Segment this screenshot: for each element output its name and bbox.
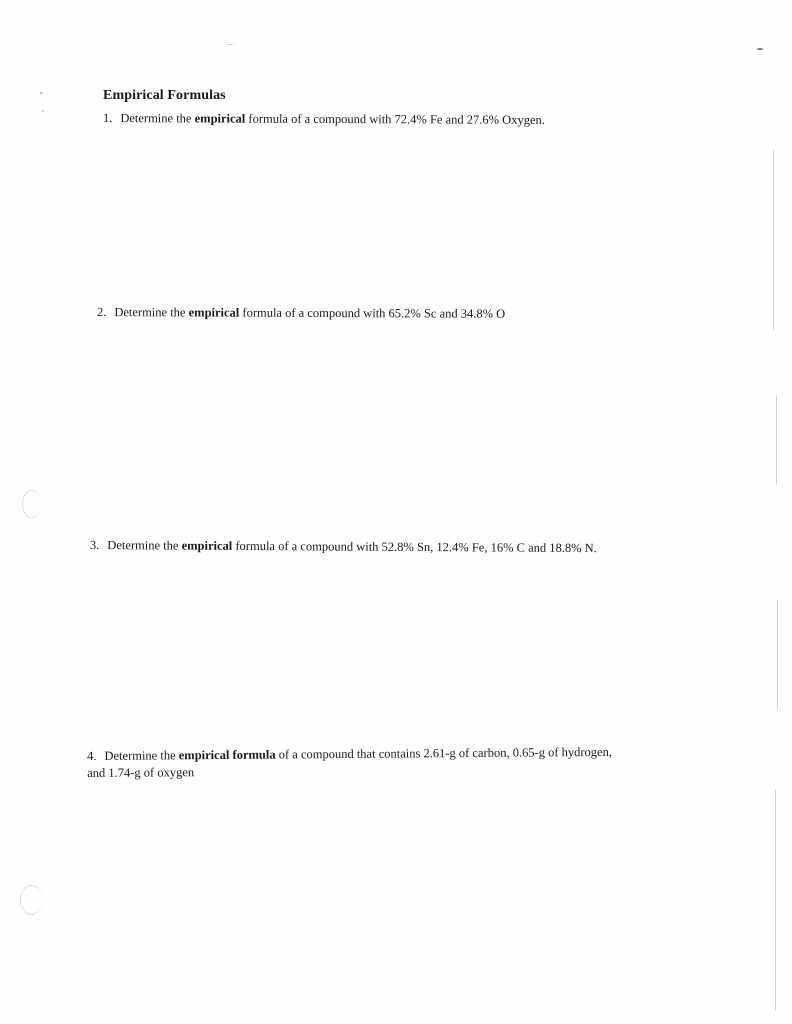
scan-speck (757, 48, 763, 50)
question-text: Determine the (120, 111, 195, 126)
question-text: formula of a compound with 65.2% Sc and 34.8% O (239, 305, 506, 321)
scan-edge-line (775, 790, 776, 1010)
question-text: formula of a compound with 72.4% Fe and 27.6% Oxygen. (245, 111, 545, 127)
question-keyword: empirical (188, 305, 240, 320)
question-keyword: empirical (194, 111, 246, 126)
scan-edge-line (773, 150, 774, 330)
question-keyword: empirical formula (178, 747, 276, 763)
scan-speck (42, 110, 44, 112)
question-2 (97, 304, 505, 323)
scan-hole-mark (20, 885, 43, 915)
question-text: of a compound that contains 2.61-g of carbon, 0.65-g of hydrogen, (275, 744, 613, 762)
question-4 (87, 744, 612, 782)
scan-hole-mark (22, 490, 41, 518)
scan-edge-line (776, 395, 777, 485)
question-text: Determine the (104, 748, 179, 763)
worksheet-title: Empirical Formulas (103, 88, 226, 103)
question-keyword: empirical (181, 538, 233, 553)
question-3 (90, 537, 597, 557)
question-number: 1. (102, 110, 113, 126)
question-1 (103, 110, 545, 129)
scan-speck (40, 92, 43, 94)
question-number: 2. (96, 305, 107, 320)
question-text: Determine the (114, 305, 189, 320)
question-text: Determine the (107, 538, 182, 553)
question-number: 4. (87, 748, 97, 763)
scan-speck (228, 44, 233, 45)
question-text: formula of a compound with 52.8% Sn, 12.4% Fe, 16% C and 18.8% N. (232, 538, 597, 556)
question-number: 3. (89, 538, 100, 553)
question-text-continued: and 1.74-g of oxygen (87, 765, 195, 780)
scan-edge-line (777, 600, 778, 710)
